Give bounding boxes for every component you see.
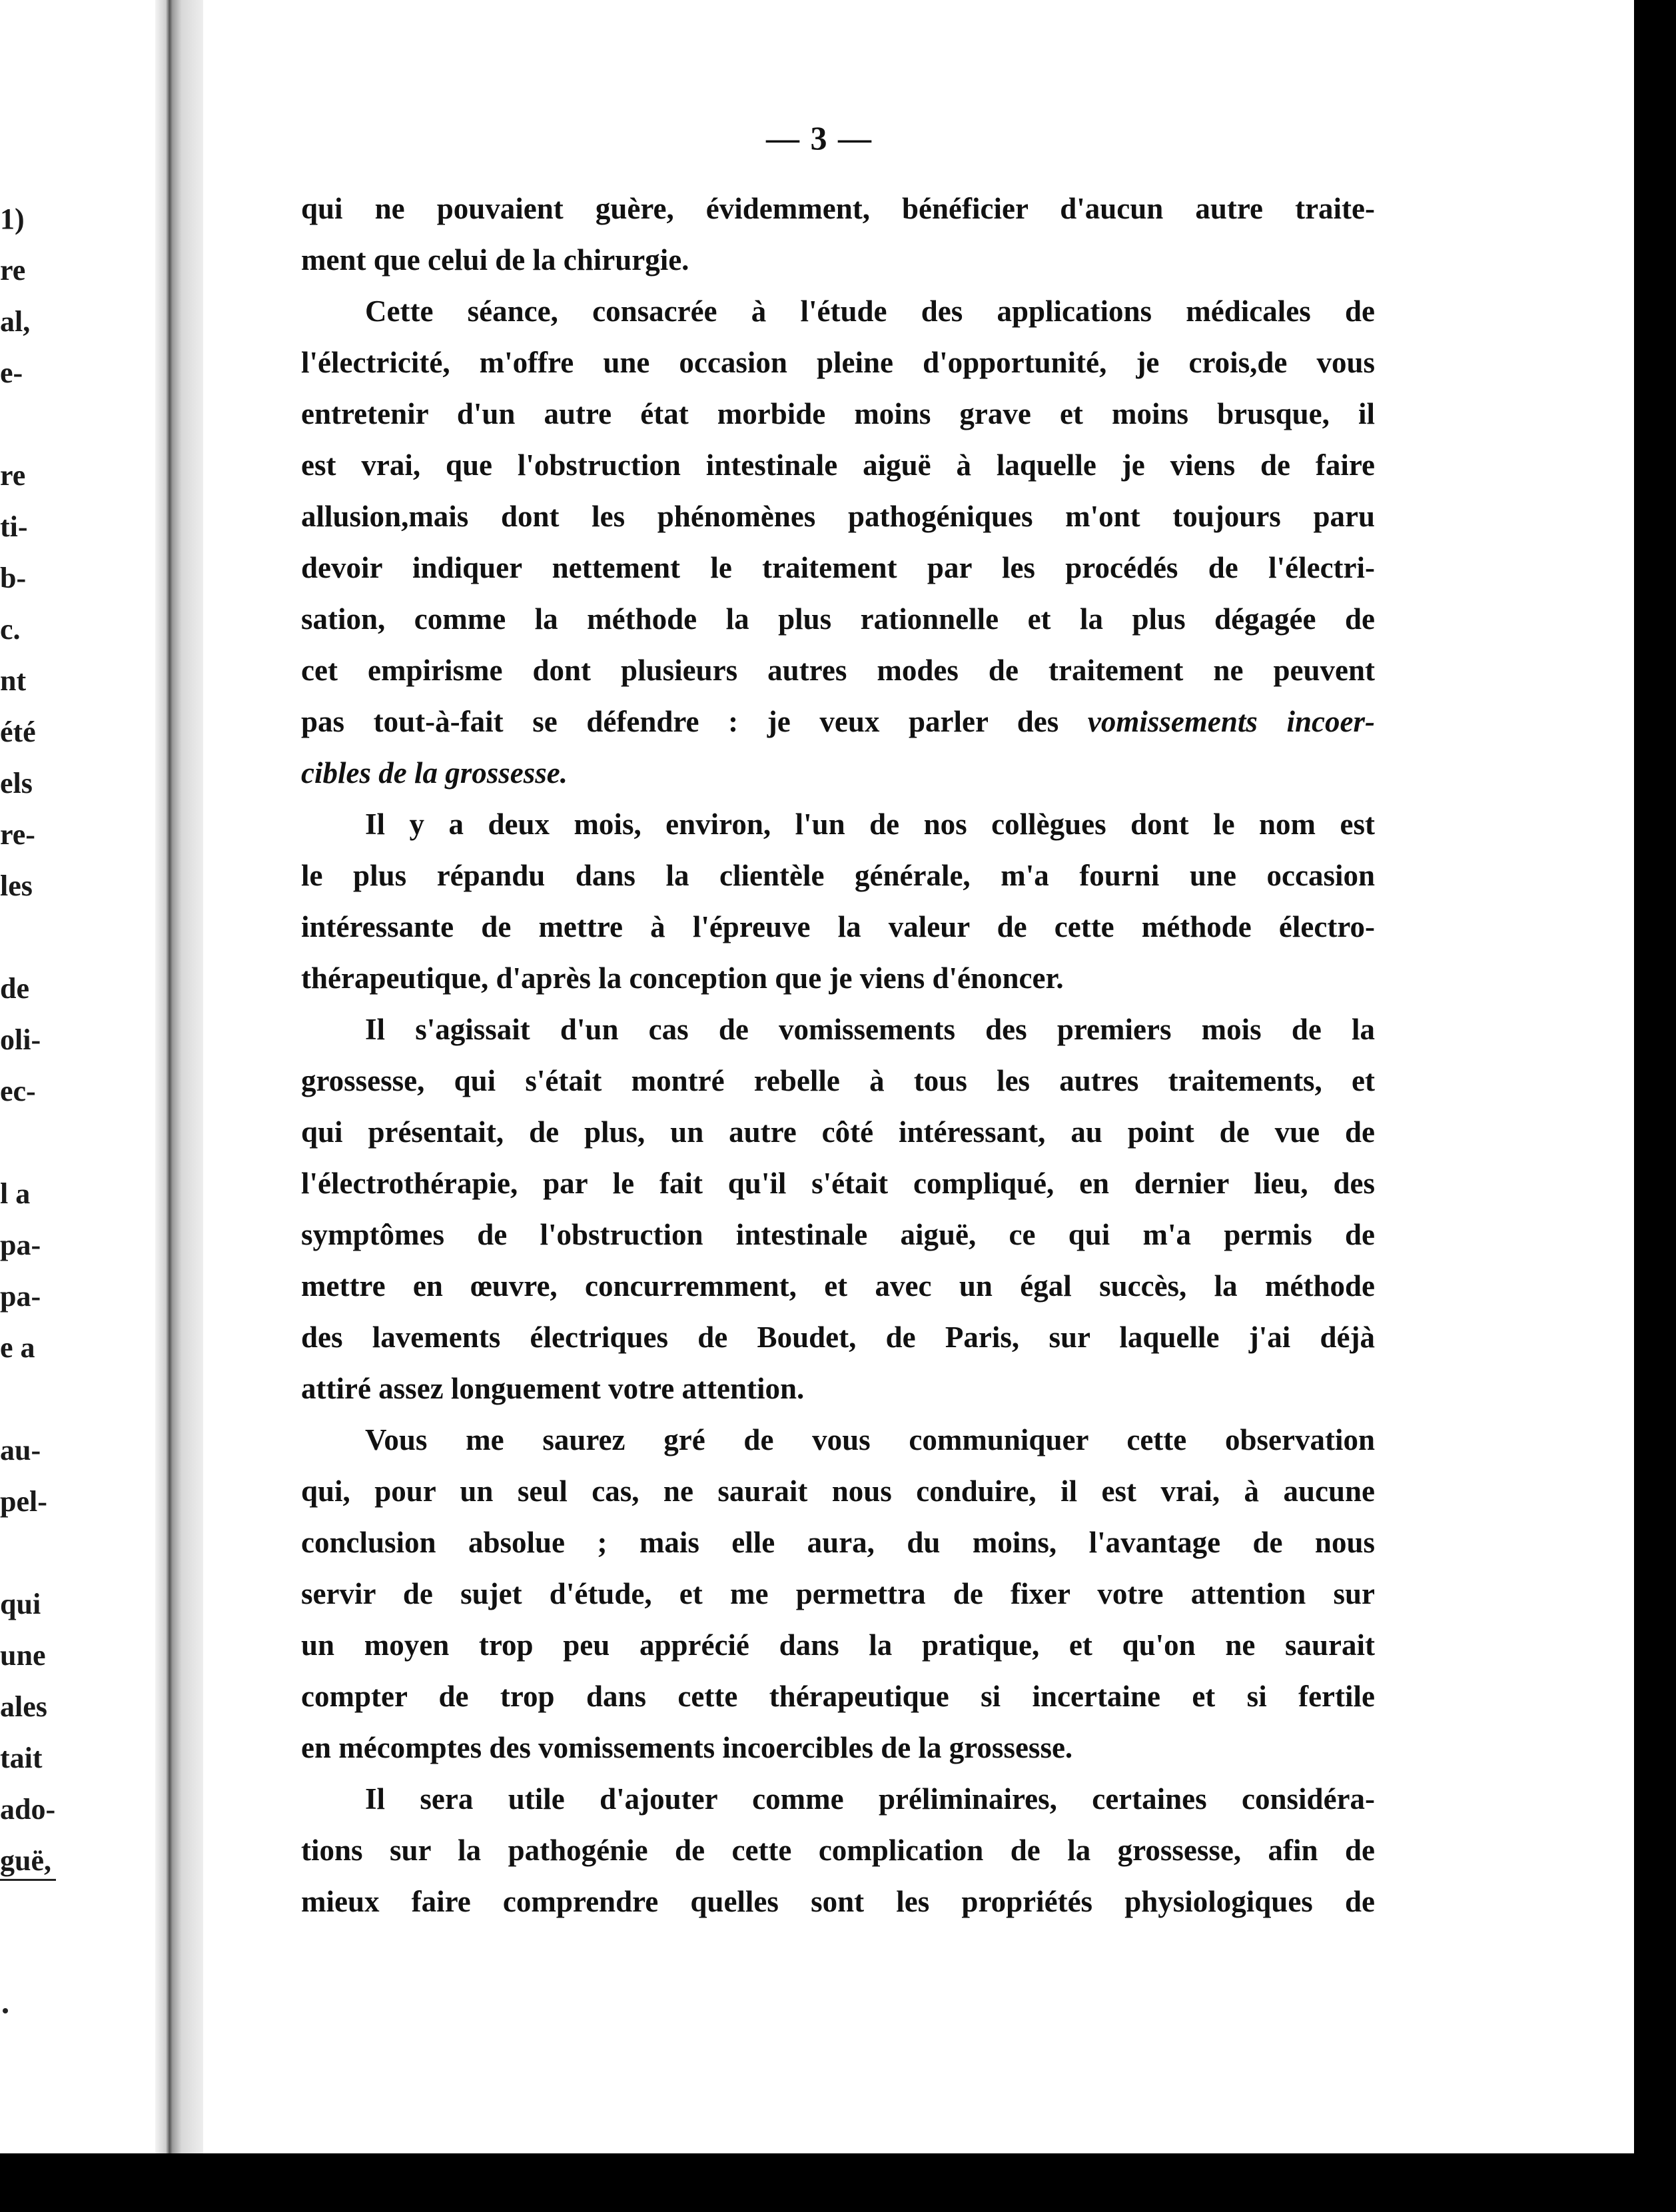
scan-border-bottom: [0, 2153, 1676, 2212]
margin-fragment: [0, 1117, 60, 1168]
text-line: Vous me saurez gré de vous communiquer cette observation: [365, 1423, 1375, 1456]
text-line: l'électricité, m'offre une occasion pleine d'opportunité, je crois,de vous: [301, 346, 1375, 379]
margin-fragment: tait: [0, 1742, 43, 1774]
margin-fragment: els: [0, 767, 33, 800]
text-line: Il sera utile d'ajouter comme préliminaires, certaines considéra-: [365, 1782, 1375, 1816]
text-line: qui ne pouvaient guère, évidemment, bénéficier d'aucun autre traite-: [301, 192, 1375, 225]
margin-fragment: ti-: [0, 510, 28, 543]
text-line: en mécomptes des vomissements incoercibles de la grossesse.: [301, 1731, 1073, 1764]
text-line: est vrai, que l'obstruction intestinale aiguë à laquelle je viens de faire: [301, 448, 1375, 482]
margin-fragment: nt: [0, 664, 27, 697]
text-line: attiré assez longuement votre attention.: [301, 1372, 805, 1405]
margin-fragment: ec-: [0, 1075, 36, 1107]
margin-fragment: une: [0, 1639, 46, 1672]
margin-fragment: pa-: [0, 1280, 41, 1313]
margin-fragment: e a: [0, 1331, 35, 1364]
margin-fragment: pel-: [0, 1485, 47, 1518]
margin-fragment: guë,: [0, 1844, 51, 1877]
text-line: cet empirisme dont plusieurs autres modes de traitement ne peuvent: [301, 654, 1375, 687]
margin-fragment: ado-: [0, 1793, 56, 1826]
margin-fragment: b-: [0, 562, 27, 594]
margin-fragment: au-: [0, 1434, 41, 1466]
text-line: intéressante de mettre à l'épreuve la valeur de cette méthode électro-: [301, 910, 1375, 943]
margin-fragment: ales: [0, 1690, 47, 1723]
ink-speck: [3, 2008, 8, 2013]
margin-fragment: re: [0, 459, 26, 492]
text-line: symptômes de l'obstruction intestinale aiguë, ce qui m'a permis de: [301, 1218, 1375, 1251]
margin-fragment: [0, 398, 60, 450]
text-line: qui, pour un seul cas, ne saurait nous conduire, il est vrai, à aucune: [301, 1474, 1375, 1508]
margin-fragment: de: [0, 972, 29, 1005]
text-line: [301, 748, 1375, 799]
text-line: qui présentait, de plus, un autre côté intéressant, au point de vue de: [301, 1115, 1375, 1149]
text-line: Cette séance, consacrée à l'étude des applications médicales de: [365, 294, 1375, 328]
text-line: tions sur la pathogénie de cette complication de la grossesse, afin de: [301, 1834, 1375, 1867]
text-line: entretenir d'un autre état morbide moins grave et moins brusque, il: [301, 397, 1375, 430]
margin-fragment: qui: [0, 1588, 41, 1620]
text-line: conclusion absolue ; mais elle aura, du moins, l'avantage de nous: [301, 1526, 1375, 1559]
margin-fragment: [0, 1527, 60, 1578]
margin-fragment: pa-: [0, 1229, 41, 1261]
text-run: pas tout-à-fait se défendre : je veux parler des: [301, 705, 1088, 738]
italic-term: cibles de la grossesse.: [301, 756, 568, 790]
text-line: grossesse, qui s'était montré rebelle à tous les autres traitements, et: [301, 1064, 1375, 1097]
text-line: le plus répandu dans la clientèle générale, m'a fourni une occasion: [301, 859, 1375, 892]
margin-fragment: l a: [0, 1177, 31, 1210]
margin-fragment: re: [0, 254, 26, 286]
text-line: ment que celui de la chirurgie.: [301, 243, 689, 276]
margin-fragment: oli-: [0, 1023, 41, 1056]
italic-term: vomissements incoer-: [1087, 705, 1375, 738]
margin-fragment: 1): [0, 203, 25, 235]
text-line: thérapeutique, d'après la conception que je viens d'énoncer.: [301, 961, 1064, 995]
scan-border-right: [1634, 0, 1676, 2212]
text-line: Il y a deux mois, environ, l'un de nos collègues dont le nom est: [365, 808, 1375, 841]
margin-fragment: al,: [0, 305, 31, 338]
text-line: devoir indiquer nettement le traitement par les procédés de l'électri-: [301, 551, 1375, 584]
page-gutter-shadow: [155, 0, 203, 2153]
text-line: sation, comme la méthode la plus rationnelle et la plus dégagée de: [301, 602, 1375, 636]
margin-fragment: [0, 911, 60, 963]
body-text: [301, 183, 1375, 1928]
margin-fragment: c.: [0, 613, 21, 646]
previous-page-margin: [0, 193, 60, 1886]
text-line: l'électrothérapie, par le fait qu'il s'était compliqué, en dernier lieu, des: [301, 1167, 1375, 1200]
text-line: Il s'agissait d'un cas de vomissements des premiers mois de la: [365, 1013, 1375, 1046]
margin-fragment: e-: [0, 356, 23, 389]
text-line: compter de trop dans cette thérapeutique si incertaine et si fertile: [301, 1680, 1375, 1713]
footnote-rule: [0, 1879, 56, 1881]
page-number: — 3 —: [766, 119, 873, 157]
text-line: des lavements électriques de Boudet, de Paris, sur laquelle j'ai déjà: [301, 1321, 1375, 1354]
text-line: mieux faire comprendre quelles sont les propriétés physiologiques de: [301, 1885, 1375, 1918]
text-line: [301, 696, 1375, 748]
margin-fragment: [0, 1373, 60, 1424]
text-line: un moyen trop peu apprécié dans la pratique, et qu'on ne saurait: [301, 1628, 1375, 1662]
text-line: allusion,mais dont les phénomènes pathogéniques m'ont toujours paru: [301, 500, 1375, 533]
margin-fragment: re-: [0, 818, 35, 851]
margin-fragment: été: [0, 716, 36, 748]
margin-fragment: les: [0, 869, 33, 902]
text-line: servir de sujet d'étude, et me permettra de fixer votre attention sur: [301, 1577, 1375, 1610]
text-line: mettre en œuvre, concurremment, et avec un égal succès, la méthode: [301, 1269, 1375, 1303]
